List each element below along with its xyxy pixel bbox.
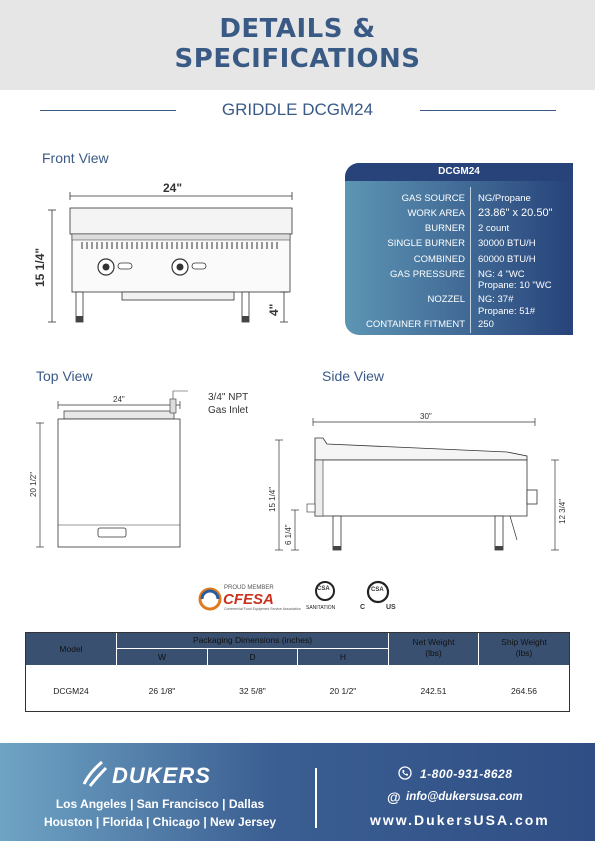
subtitle-rule-right — [420, 110, 556, 111]
th-d: D — [208, 649, 297, 665]
th-ship-weight-label: Ship Weight — [501, 637, 547, 647]
csa-sanitation-logo — [306, 580, 346, 616]
front-width-dim: 24" — [163, 181, 183, 195]
phone-icon — [398, 766, 412, 780]
side-depth-dim: 30" — [420, 412, 432, 421]
spec-label: SINGLE BURNER — [387, 238, 465, 249]
td-h: 20 1/2" — [329, 686, 357, 696]
spec-box-title: DCGM24 — [345, 163, 573, 181]
th-model: Model — [26, 633, 116, 665]
c-mark: C — [360, 604, 366, 611]
td-net: 242.51 — [420, 686, 447, 696]
side-leg-dim: 6 1/4" — [284, 524, 293, 545]
cities-line1: Los Angeles | San Francisco | Dallas — [55, 797, 265, 811]
spec-value: 60000 BTU/H — [478, 254, 536, 265]
product-subtitle: GRIDDLE DCGM24 — [221, 100, 374, 119]
side-view-drawing — [265, 400, 575, 570]
front-height-dim: 15 1/4" — [33, 247, 47, 287]
brand-name: DUKERS — [112, 763, 211, 788]
th-h: H — [298, 649, 388, 665]
side-view-label: Side View — [322, 368, 385, 384]
email-icon: @ — [387, 789, 401, 805]
csa-mark-2: CSA — [371, 587, 384, 593]
top-depth-dim: 20 1/2" — [29, 471, 38, 497]
footer-divider — [315, 768, 317, 828]
dukers-logo-icon — [80, 758, 110, 788]
th-ship-weight — [479, 633, 569, 665]
gas-inlet-line1: 3/4" NPT — [208, 392, 249, 403]
spec-label: GAS SOURCE — [401, 193, 465, 204]
th-net-weight — [389, 633, 478, 665]
spec-value: NG: 4 "WC — [478, 269, 525, 280]
spec-value: 30000 BTU/H — [478, 238, 536, 249]
sanitation-text: SANITATION — [306, 605, 336, 611]
spec-value-2: Propane: 51# — [478, 306, 536, 317]
front-leg-dim: 4" — [267, 303, 281, 316]
gas-inlet-note — [208, 391, 248, 417]
side-height-dim: 15 1/4" — [268, 486, 277, 512]
cfesa-top-text: PROUD MEMBER — [224, 585, 274, 591]
top-width-dim: 24" — [113, 395, 125, 404]
cfesa-name: CFESA — [223, 591, 274, 608]
td-d: 32 5/8" — [239, 686, 266, 696]
th-w: W — [117, 649, 207, 665]
front-view-drawing — [30, 170, 320, 330]
th-net-weight-label: Net Weight — [412, 637, 455, 647]
td-model: DCGM24 — [53, 686, 89, 696]
th-packaging: Packaging Dimensions (inches) — [117, 633, 388, 648]
th-net-weight-unit: (lbs) — [425, 648, 442, 658]
spec-label: NOZZEL — [427, 294, 465, 305]
spec-label: CONTAINER FITMENT — [365, 319, 465, 330]
spec-label: WORK AREA — [407, 208, 465, 219]
gas-inlet-line2: Gas Inlet — [208, 405, 249, 416]
side-inlet-height-dim: 12 3/4" — [558, 498, 567, 524]
cfesa-sub: Commercial Food Equipment Service Association — [224, 607, 301, 611]
td-ship: 264.56 — [511, 686, 537, 696]
page-title-line1: DETAILS & — [219, 14, 376, 44]
website-link[interactable]: www.DukersUSA.com — [370, 812, 550, 828]
csa-mark: CSA — [317, 586, 330, 592]
cfesa-logo — [198, 585, 301, 615]
page-title-line2: SPECIFICATIONS — [174, 44, 421, 74]
spec-value: 250 — [478, 319, 494, 330]
spec-value: NG: 37# — [478, 294, 514, 305]
spec-divider — [470, 187, 471, 333]
top-view-label: Top View — [36, 368, 93, 384]
front-view-label: Front View — [42, 150, 109, 166]
td-w: 26 1/8" — [148, 686, 176, 696]
th-ship-weight-unit: (lbs) — [515, 648, 533, 658]
us-mark: US — [386, 604, 396, 611]
spec-label: COMBINED — [413, 254, 465, 265]
spec-value: NG/Propane — [478, 193, 531, 204]
spec-box — [345, 163, 573, 335]
spec-label: GAS PRESSURE — [390, 269, 465, 280]
spec-value: 2 count — [478, 223, 510, 234]
spec-value-2: Propane: 10 "WC — [478, 280, 552, 291]
phone-number[interactable]: 1-800-931-8628 — [420, 767, 513, 781]
subtitle-rule-left — [40, 110, 176, 111]
csa-us-logo — [360, 578, 400, 614]
spec-value: 23.86" x 20.50" — [478, 207, 553, 219]
cfesa-swirl-icon — [198, 587, 222, 611]
email-address[interactable]: info@dukersusa.com — [406, 791, 523, 803]
cities-line2: Houston | Florida | Chicago | New Jersey — [43, 815, 277, 829]
spec-label: BURNER — [424, 223, 465, 234]
